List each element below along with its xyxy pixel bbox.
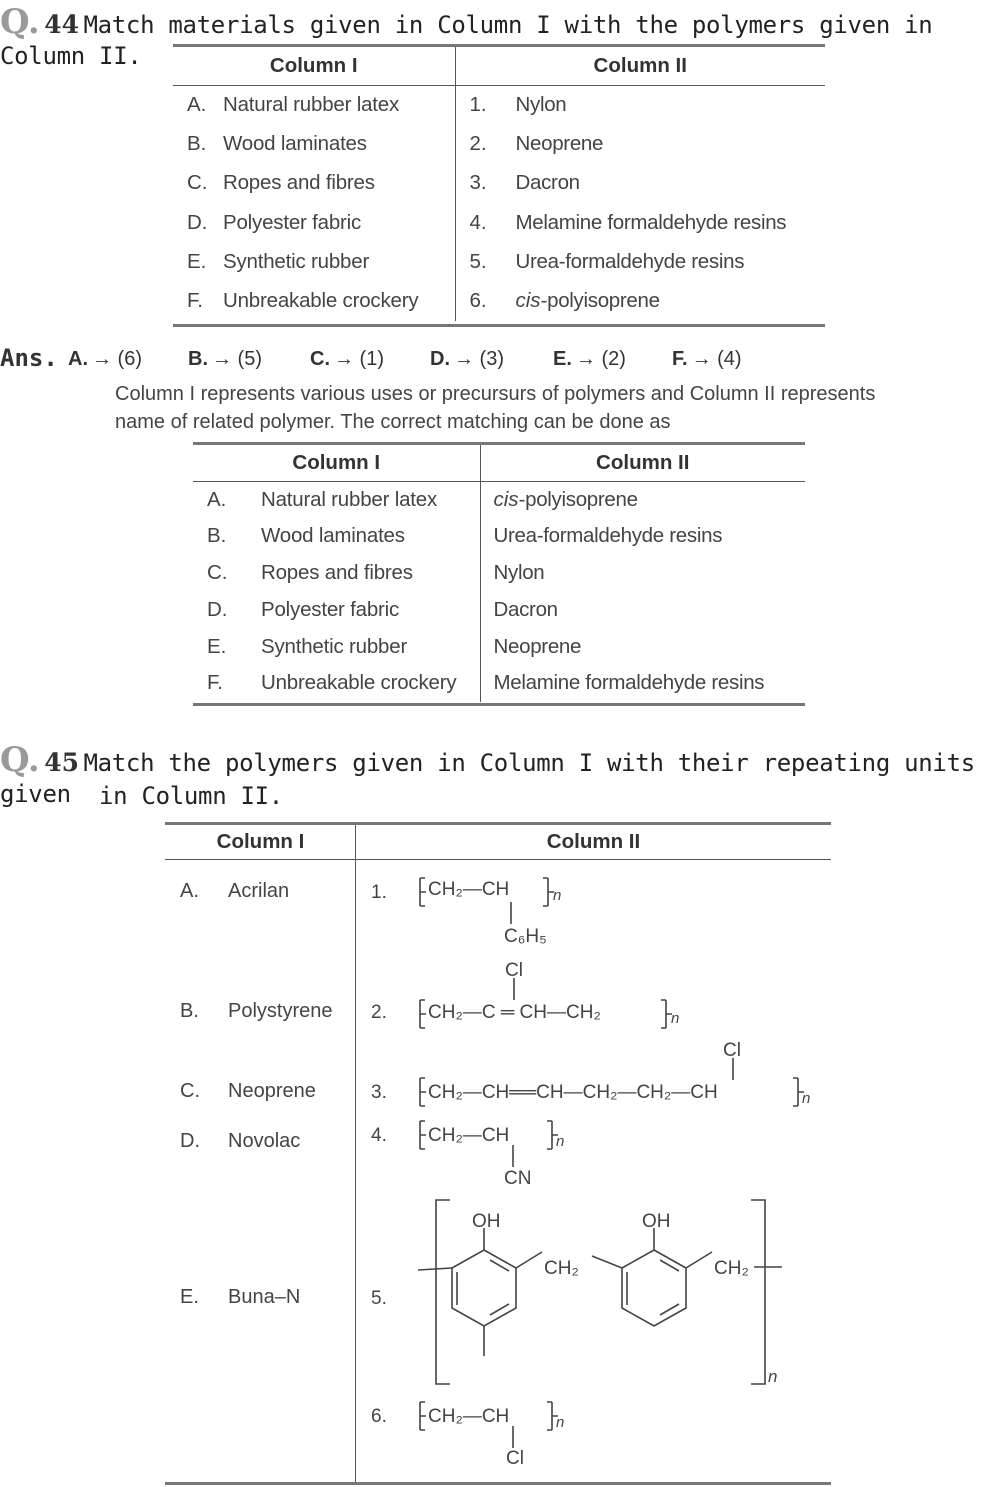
formula-2: CH₂—C ═ CH—CH₂ <box>428 1002 601 1023</box>
answer-table <box>193 445 805 702</box>
row-number: 1. <box>371 882 387 903</box>
answer-line: Column I represents various uses or precursurs of polymers and Column II represents <box>115 383 876 405</box>
answer-value: → (3) <box>454 348 504 370</box>
column-header: Column II <box>546 830 641 853</box>
row-letter: B. <box>187 131 207 155</box>
polymer-name: Novolac <box>228 1130 301 1152</box>
column-1-cell <box>193 591 480 628</box>
row-letter: D. <box>187 210 208 234</box>
q45-row <box>180 880 289 903</box>
polymer-name: -polyisoprene <box>540 289 660 313</box>
column-2-cell <box>455 164 825 203</box>
table-row <box>173 85 825 124</box>
column-1-cell <box>193 628 480 665</box>
row-letter: F. <box>207 671 223 695</box>
material-name: Wood laminates <box>261 524 405 548</box>
bracket-right <box>751 1200 765 1384</box>
polymer-name: Acrilan <box>228 880 290 902</box>
table-row <box>173 242 825 281</box>
column-2-cell <box>480 628 805 665</box>
column-2-cell <box>455 203 825 242</box>
row-number: 2. <box>469 131 487 155</box>
column-2-cell <box>455 85 825 124</box>
subscript-n: n <box>553 887 562 904</box>
answer-explanation <box>115 380 875 436</box>
hydroxyl-label: OH <box>642 1211 671 1232</box>
row-letter: D. <box>180 1130 200 1152</box>
table-bottom-rule <box>193 703 805 706</box>
polymer-name: Neoprene <box>228 1080 316 1102</box>
answer-value: → (4) <box>691 348 742 370</box>
answer-value: → (5) <box>212 348 262 370</box>
bracket-left <box>420 1402 426 1430</box>
polymer-name: Melamine formaldehyde resins <box>493 671 765 695</box>
answer-item <box>188 348 262 371</box>
material-name: Ropes and fibres <box>223 171 375 195</box>
answer-value: → (1) <box>334 348 384 370</box>
subscript-n: n <box>671 1010 680 1027</box>
formula-4: CH₂—CH <box>428 1125 510 1146</box>
row-letter: B. <box>180 1000 199 1022</box>
bracket-left <box>436 1200 450 1384</box>
bracket-left <box>420 1121 426 1149</box>
table-row <box>173 203 825 242</box>
repeating-units-structures <box>356 860 831 1480</box>
benzene-ring <box>622 1250 686 1326</box>
answer-item <box>310 348 384 371</box>
row-number: 6. <box>469 289 487 313</box>
question-text: Match the polymers given in Column I with their repeating units given <box>0 749 975 808</box>
answer-item <box>68 348 142 371</box>
methylene-label: CH₂ <box>714 1258 749 1279</box>
material-name: Synthetic rubber <box>261 634 408 658</box>
column-header: Column II <box>480 445 805 481</box>
polymer-name: Nylon <box>493 560 545 584</box>
column-2-cell <box>455 281 825 320</box>
table-row <box>193 518 805 555</box>
row-letter: B. <box>207 524 227 548</box>
answer-key: D. <box>430 348 450 370</box>
column-header: Column II <box>455 47 825 85</box>
ring-substituent-bonds <box>592 1228 782 1268</box>
answer-line: name of related polymer. The correct matching can be done as <box>115 411 671 433</box>
row-number: 6. <box>371 1406 387 1427</box>
bracket-left <box>420 1000 426 1028</box>
answer-item <box>553 348 626 371</box>
table-row <box>173 124 825 163</box>
answer-value: → (6) <box>92 348 142 370</box>
row-number: 3. <box>371 1082 387 1103</box>
formula-6-substituent: Cl <box>506 1448 524 1469</box>
q45-row <box>180 1000 333 1023</box>
material-name: Natural rubber latex <box>261 487 438 511</box>
polymer-name: Neoprene <box>515 131 604 155</box>
column-1-cell <box>173 281 455 320</box>
italic-prefix: cis <box>493 487 519 511</box>
polymer-name: Nylon <box>515 92 567 116</box>
question-text: Match materials given in Column I with the polymers given in Column II. <box>0 11 933 70</box>
row-letter: C. <box>180 1080 200 1102</box>
bracket-left <box>420 878 426 906</box>
table-row <box>193 591 805 628</box>
column-2-cell <box>480 591 805 628</box>
italic-prefix: cis <box>515 289 541 313</box>
answer-key: A. <box>68 348 88 370</box>
question-mark: Q. <box>0 2 40 42</box>
row-number: 5. <box>469 249 487 273</box>
row-number: 2. <box>371 1002 387 1023</box>
column-1-cell <box>193 555 480 592</box>
material-name: Natural rubber latex <box>223 92 400 116</box>
answer-key: F. <box>672 348 688 370</box>
polymer-name: -polyisoprene <box>518 487 638 511</box>
column-2-cell <box>480 481 805 518</box>
column-header: Column I <box>173 47 455 85</box>
bracket-left <box>420 1078 426 1106</box>
column-2-cell <box>455 242 825 281</box>
table-bottom-rule <box>173 324 825 327</box>
table-row <box>173 164 825 203</box>
row-letter: C. <box>187 171 208 195</box>
q44-table <box>173 47 825 321</box>
column-1-cell <box>193 481 480 518</box>
polymer-name: Urea-formaldehyde resins <box>493 524 723 548</box>
question-number: 45 <box>44 748 80 777</box>
q45-row <box>180 1286 300 1309</box>
column-2-cell <box>455 124 825 163</box>
material-name: Unbreakable crockery <box>223 289 419 313</box>
table-row <box>193 665 805 702</box>
formula-3: CH₂—CH══CH—CH₂—CH₂—CH <box>428 1082 718 1103</box>
row-letter: E. <box>180 1286 199 1308</box>
formula-1-substituent: C₆H₅ <box>504 926 547 947</box>
formula-4-substituent: CN <box>504 1168 532 1189</box>
column-1-cell <box>173 164 455 203</box>
row-letter: D. <box>207 597 228 621</box>
answer-items <box>68 348 788 376</box>
column-1-cell <box>173 85 455 124</box>
row-letter: E. <box>207 634 227 658</box>
row-letter: F. <box>187 289 203 313</box>
polymer-name: Urea-formaldehyde resins <box>515 249 745 273</box>
column-2-cell <box>480 665 805 702</box>
row-number: 5. <box>371 1288 387 1309</box>
row-number: 4. <box>469 210 487 234</box>
question-number: 44 <box>44 10 80 39</box>
column-1-cell <box>173 124 455 163</box>
formula-2-substituent: Cl <box>505 960 523 981</box>
column-2-cell <box>480 555 805 592</box>
material-name: Synthetic rubber <box>223 249 370 273</box>
formula-6: CH₂—CH <box>428 1406 510 1427</box>
row-number: 3. <box>469 171 487 195</box>
column-1-cell <box>193 518 480 555</box>
hydroxyl-label: OH <box>472 1211 501 1232</box>
q45-row <box>180 1080 316 1103</box>
answer-item <box>430 348 504 371</box>
column-1-cell <box>193 665 480 702</box>
aromatic-bonds <box>457 1260 509 1315</box>
polymer-name: Polystyrene <box>228 1000 333 1022</box>
methylene-label: CH₂ <box>544 1258 579 1279</box>
answer-label: Ans. <box>0 344 58 372</box>
polymer-name: Melamine formaldehyde resins <box>515 210 787 234</box>
question-text-continued: in Column II. <box>99 782 283 810</box>
table-row <box>193 555 805 592</box>
row-letter: C. <box>207 560 228 584</box>
row-number: 4. <box>371 1125 387 1146</box>
row-number: 1. <box>469 92 487 116</box>
aromatic-bonds <box>627 1260 679 1315</box>
polymer-name: Buna–N <box>228 1286 301 1308</box>
formula-3-substituent: Cl <box>723 1040 741 1061</box>
material-name: Polyester fabric <box>261 597 400 621</box>
column-1-cell <box>173 203 455 242</box>
subscript-n: n <box>556 1414 565 1431</box>
column-header: Column I <box>193 445 480 481</box>
row-letter: A. <box>187 92 207 116</box>
table-bottom-rule <box>165 1482 831 1485</box>
subscript-n: n <box>802 1090 811 1107</box>
question-mark: Q. <box>0 740 40 780</box>
answer-value: → (2) <box>575 348 626 370</box>
row-letter: A. <box>207 487 227 511</box>
benzene-ring <box>452 1250 516 1326</box>
table-row <box>193 481 805 518</box>
q45-row <box>180 1130 300 1153</box>
material-name: Polyester fabric <box>223 210 362 234</box>
answer-block <box>0 344 58 372</box>
column-header: Column I <box>216 830 305 853</box>
subscript-n: n <box>556 1133 565 1150</box>
table-row <box>173 281 825 320</box>
polymer-name: Neoprene <box>493 634 582 658</box>
column-1-cell <box>173 242 455 281</box>
table-row <box>193 628 805 665</box>
polymer-name: Dacron <box>515 171 580 195</box>
column-2-cell <box>480 518 805 555</box>
answer-item <box>672 348 742 371</box>
answer-key: E. <box>553 348 572 370</box>
answer-key: B. <box>188 348 208 370</box>
polymer-name: Dacron <box>493 597 558 621</box>
material-name: Ropes and fibres <box>261 560 413 584</box>
row-letter: E. <box>187 249 207 273</box>
answer-key: C. <box>310 348 330 370</box>
material-name: Wood laminates <box>223 131 367 155</box>
subscript-n: n <box>768 1367 778 1386</box>
row-letter: A. <box>180 880 199 902</box>
formula-1: CH₂—CH <box>428 879 510 900</box>
material-name: Unbreakable crockery <box>261 671 457 695</box>
